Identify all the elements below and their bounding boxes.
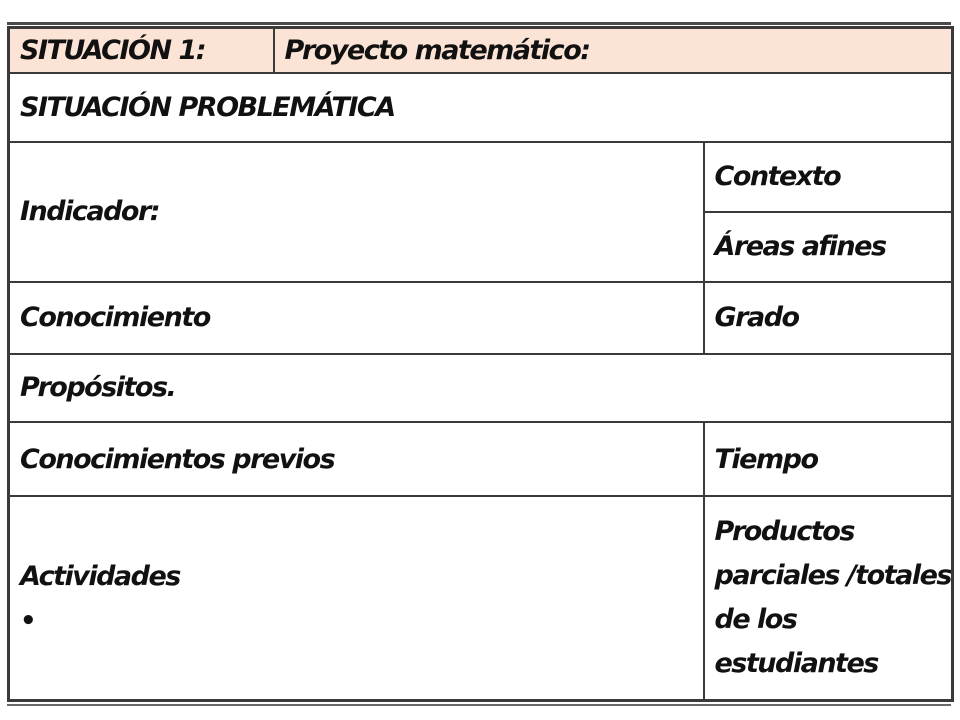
prior-knowledge-cell: Conocimientos previos — [9, 422, 704, 496]
problem-situation-cell: SITUACIÓN PROBLEMÁTICA — [9, 73, 953, 142]
grade-cell: Grado — [704, 282, 953, 354]
planning-form-table — [7, 26, 954, 702]
bottom-rule — [7, 704, 951, 706]
project-label-cell: Proyecto matemático: — [274, 28, 953, 74]
purposes-cell: Propósitos. — [9, 354, 953, 423]
indicator-row — [9, 142, 953, 212]
related-areas-cell: Áreas afines — [704, 212, 953, 282]
prior-knowledge-row — [9, 422, 953, 496]
header-row — [9, 28, 953, 74]
top-rule — [7, 22, 951, 25]
context-cell: Contexto — [704, 142, 953, 212]
purposes-row — [9, 354, 953, 423]
time-cell: Tiempo — [704, 422, 953, 496]
activities-cell — [9, 496, 704, 700]
knowledge-cell: Conocimiento — [9, 282, 704, 354]
knowledge-row — [9, 282, 953, 354]
activities-bullet: • — [20, 605, 36, 636]
activities-label: Actividades — [20, 560, 180, 592]
products-cell: Productos parciales /totales de los estudiantes — [704, 496, 953, 700]
situation-label-cell: SITUACIÓN 1: — [9, 28, 274, 74]
activities-row — [9, 496, 953, 700]
indicator-cell: Indicador: — [9, 142, 704, 282]
problem-situation-row — [9, 73, 953, 142]
